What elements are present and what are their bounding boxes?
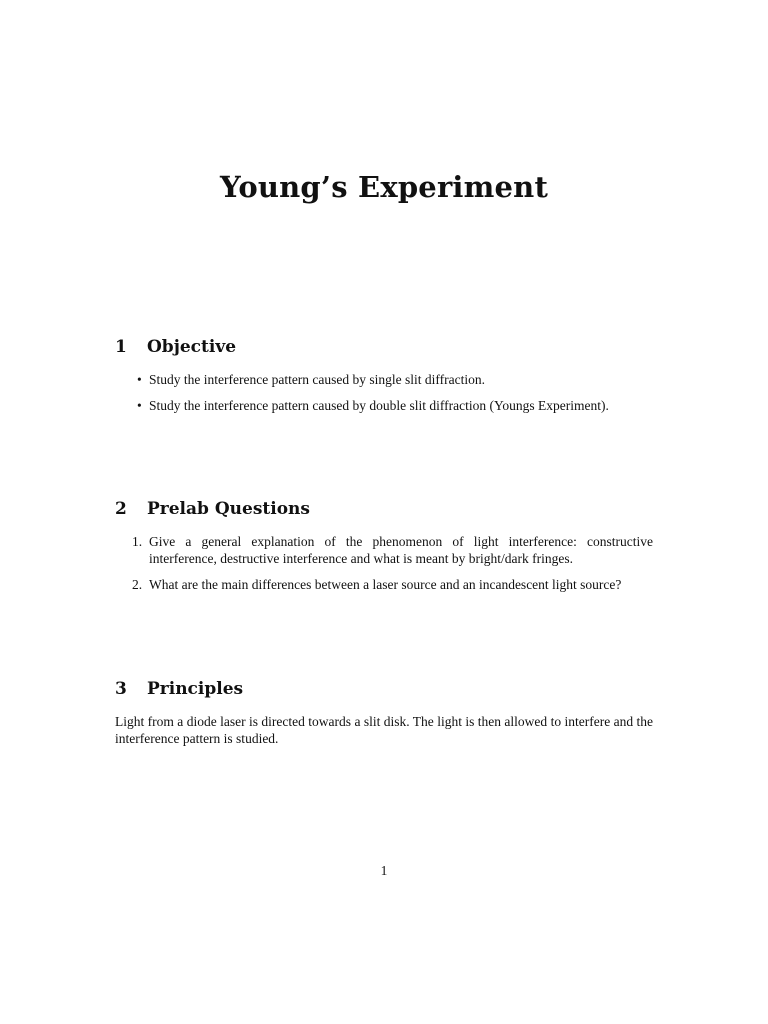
- section-title: Principles: [147, 679, 244, 699]
- list-item-text: What are the main differences between a laser source and an incandescent light source?: [149, 577, 622, 592]
- section-title: Prelab Questions: [147, 499, 310, 519]
- bullet-icon: •: [137, 372, 142, 387]
- principles-paragraph: Light from a diode laser is directed towards a slit disk. The light is then allowed to interfere and the interference pattern is studied.: [115, 714, 653, 746]
- list-item-text: Study the interference pattern caused by double slit diffraction (Youngs Experiment).: [149, 398, 609, 413]
- section-number: 2: [115, 499, 127, 519]
- list-item-text: Study the interference pattern caused by single slit diffraction.: [149, 372, 486, 387]
- section-number: 1: [115, 337, 127, 357]
- section-number: 3: [115, 679, 127, 699]
- section-objective: [115, 337, 653, 423]
- section-heading-prelab: [115, 499, 653, 519]
- item-number: 1.: [132, 534, 143, 549]
- page-number: 1: [380, 863, 388, 878]
- list-item: [132, 533, 653, 567]
- document-title: Young’s Experiment: [219, 170, 549, 204]
- section-title: Objective: [147, 337, 237, 357]
- prelab-question-list: [115, 533, 653, 593]
- list-item: [137, 371, 653, 388]
- list-item: [137, 397, 653, 414]
- section-heading-objective: [115, 337, 653, 357]
- section-heading-principles: [115, 679, 653, 699]
- section-prelab-questions: [115, 499, 653, 602]
- bullet-icon: •: [137, 398, 142, 413]
- section-principles: [115, 679, 653, 747]
- objective-list: [115, 371, 653, 414]
- list-item-text: Give a general explanation of the phenomenon of light interference: constructive interference, destructive interference and what is meant by bright/dark fringes.: [149, 534, 653, 566]
- list-item: [132, 576, 653, 593]
- item-number: 2.: [132, 577, 143, 592]
